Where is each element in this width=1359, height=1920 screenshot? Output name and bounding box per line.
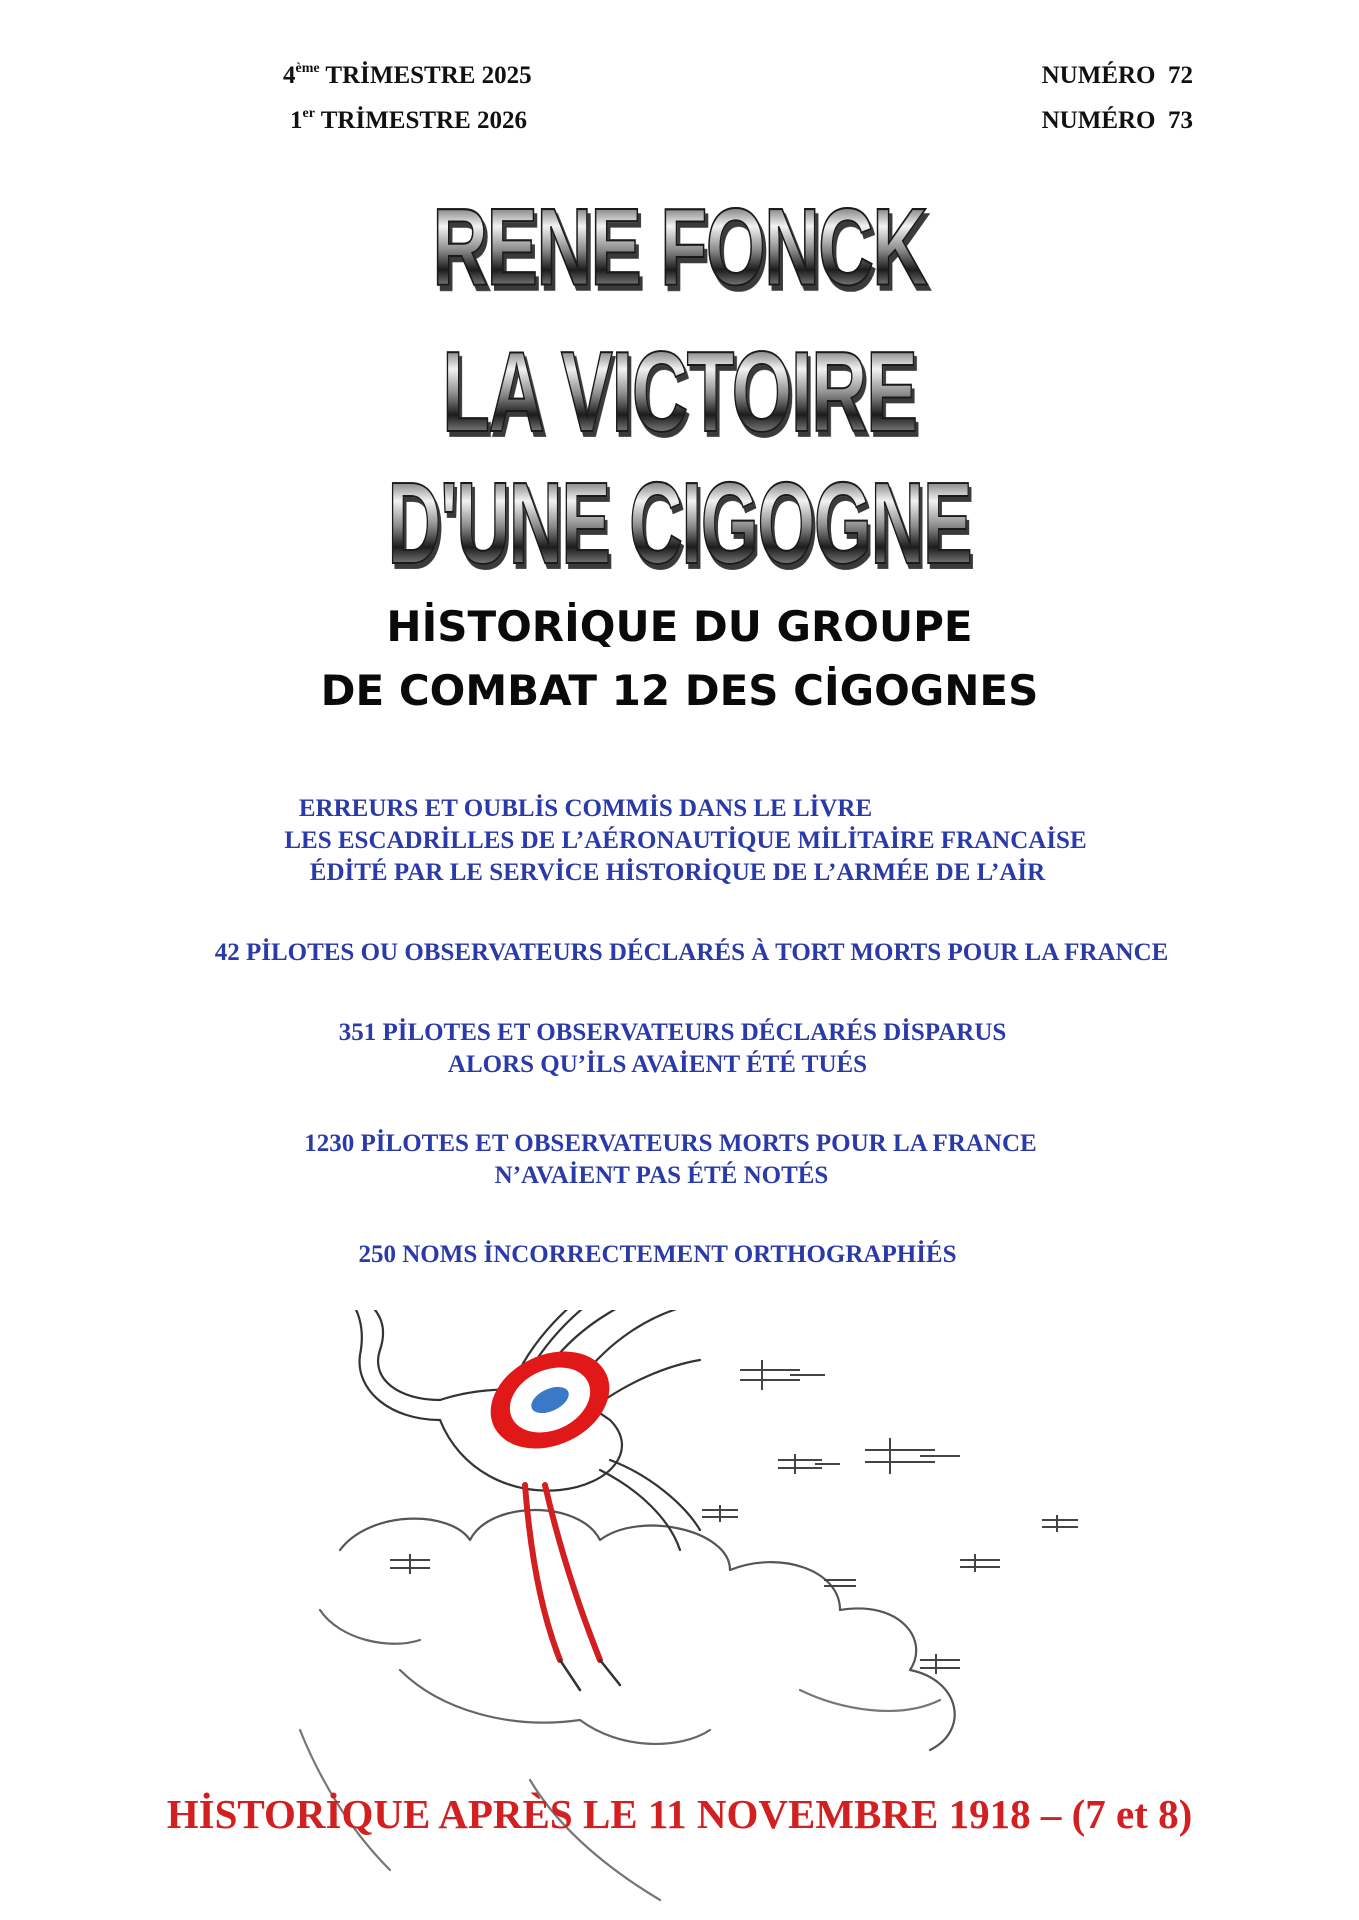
footer-title: HİSTORİQUE APRÈS LE 11 NOVEMBRE 1918 – (7 et 8) [166, 1791, 1193, 1837]
not-noted-line-2: N’AVAİENT PAS ÉTÉ NOTÉS [494, 1162, 829, 1189]
not-noted-line-1: 1230 PİLOTES ET OBSERVATEURS MORTS POUR LA FRANCE [304, 1130, 1037, 1157]
issue-number-1: NUMÉRO 72 [1041, 62, 1193, 89]
errata-line-2: LES ESCADRİLLES DE L’AÉRONAUTİQUE MİLİTAİRE FRANCAİSE [284, 827, 1087, 854]
errata-line-3: ÉDİTÉ PAR LE SERVİCE HİSTORİQUE DE L’ARMÉE DE L’AİR [309, 859, 1046, 886]
missing-line-1: 351 PİLOTES ET OBSERVATEURS DÉCLARÉS DİSPARUS [338, 1019, 1007, 1046]
issue-number-2: NUMÉRO 73 [1041, 107, 1193, 134]
misspelled-note: 250 NOMS İNCORRECTEMENT ORTHOGRAPHİÉS [358, 1241, 957, 1268]
wrongly-dead-note: 42 PİLOTES OU OBSERVATEURS DÉCLARÉS À TORT MORTS POUR LA FRANCE [214, 939, 1169, 966]
title-line-1: RENE FONCK [177, 193, 1183, 302]
issue-quarter-1: 4ème TRİMESTRE 2025 [283, 60, 532, 89]
title-line-3: D'UNE CIGOGNE [251, 466, 1107, 582]
subtitle-line-1: HİSTORİQUE DU GROUPE [386, 602, 973, 651]
title-line-2: LA VICTOIRE [231, 335, 1128, 449]
errata-line-1: ERREURS ET OUBLİS COMMİS DANS LE LİVRE [298, 795, 873, 822]
missing-line-2: ALORS QU’İLS AVAİENT ÉTÉ TUÉS [447, 1051, 868, 1078]
subtitle-line-2: DE COMBAT 12 DES CİGOGNES [320, 666, 1039, 715]
issue-quarter-2: 1er TRİMESTRE 2026 [290, 105, 528, 134]
